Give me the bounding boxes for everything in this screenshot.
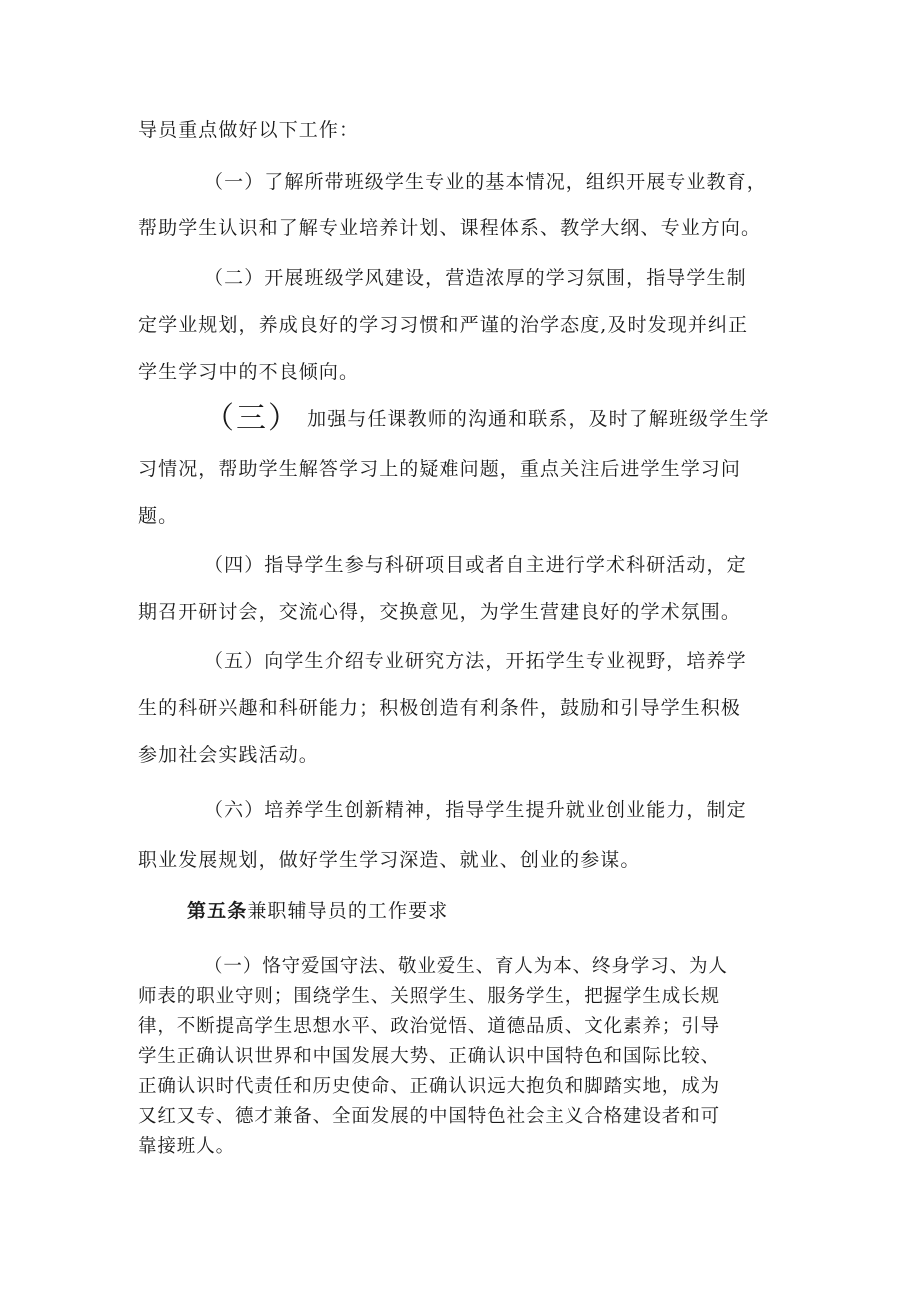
article-title: 兼职辅导员的工作要求 bbox=[247, 900, 449, 922]
text-line: 生的科研兴趣和科研能力；积极创造有利条件，鼓励和引导学生积极 bbox=[138, 697, 742, 719]
text-line: （五）向学生介绍专业研究方法，开拓学生专业视野，培养学 bbox=[204, 650, 747, 672]
text-line: （二）开展班级学风建设，营造浓厚的学习氛围，指导学生制 bbox=[204, 267, 747, 289]
text-line: 定学业规划，养成良好的学习习惯和严谨的治学态度,及时发现并纠正 bbox=[138, 314, 749, 336]
text-line: （六）培养学生创新精神，指导学生提升就业创业能力，制定 bbox=[204, 799, 747, 821]
text-line: 靠接班人。 bbox=[138, 1136, 236, 1157]
text-line: 学生正确认识世界和中国发展大势、正确认识中国特色和国际比较、 bbox=[138, 1046, 721, 1067]
text-line: 习情况，帮助学生解答学习上的疑难问题，重点关注后进学生学习问 bbox=[138, 458, 742, 480]
text-line: 学生学习中的不良倾向。 bbox=[138, 361, 360, 383]
article-heading bbox=[187, 899, 448, 923]
text-line: 师表的职业守则；围绕学生、关照学生、服务学生，把握学生成长规 bbox=[138, 986, 721, 1007]
text-line: 律，不断提高学生思想水平、政治觉悟、道德品质、文化素养；引导 bbox=[138, 1016, 721, 1037]
text-line: 期召开研讨会，交流心得，交换意见，为学生营建良好的学术氛围。 bbox=[138, 601, 742, 623]
article-number: 第五条 bbox=[187, 900, 248, 922]
text-line: （一）恪守爱国守法、敬业爱生、育人为本、终身学习、为人 bbox=[204, 956, 728, 977]
text-line: （一）了解所带班级学生专业的基本情况，组织开展专业教育， bbox=[204, 171, 767, 193]
text-line: 又红又专、德才兼备、全面发展的中国特色社会主义合格建设者和可 bbox=[138, 1106, 721, 1127]
text-line: 题。 bbox=[138, 505, 179, 527]
text-line: 职业发展规划，做好学生学习深造、就业、创业的参谋。 bbox=[138, 849, 641, 871]
text-line: 加强与任课教师的沟通和联系，及时了解班级学生学 bbox=[307, 408, 770, 430]
text-line: 导员重点做好以下工作： bbox=[138, 119, 360, 141]
text-line: 参加社会实践活动。 bbox=[138, 744, 319, 766]
text-line: 帮助学生认识和了解专业培养计划、课程体系、教学大纲、专业方向。 bbox=[138, 217, 762, 239]
list-item-3 bbox=[204, 401, 770, 436]
list-item-number: （三） bbox=[204, 401, 300, 436]
text-line: 正确认识时代责任和历史使命、正确认识远大抱负和脚踏实地，成为 bbox=[138, 1076, 721, 1097]
text-line: （四）指导学生参与科研项目或者自主进行学术科研活动，定 bbox=[204, 554, 747, 576]
